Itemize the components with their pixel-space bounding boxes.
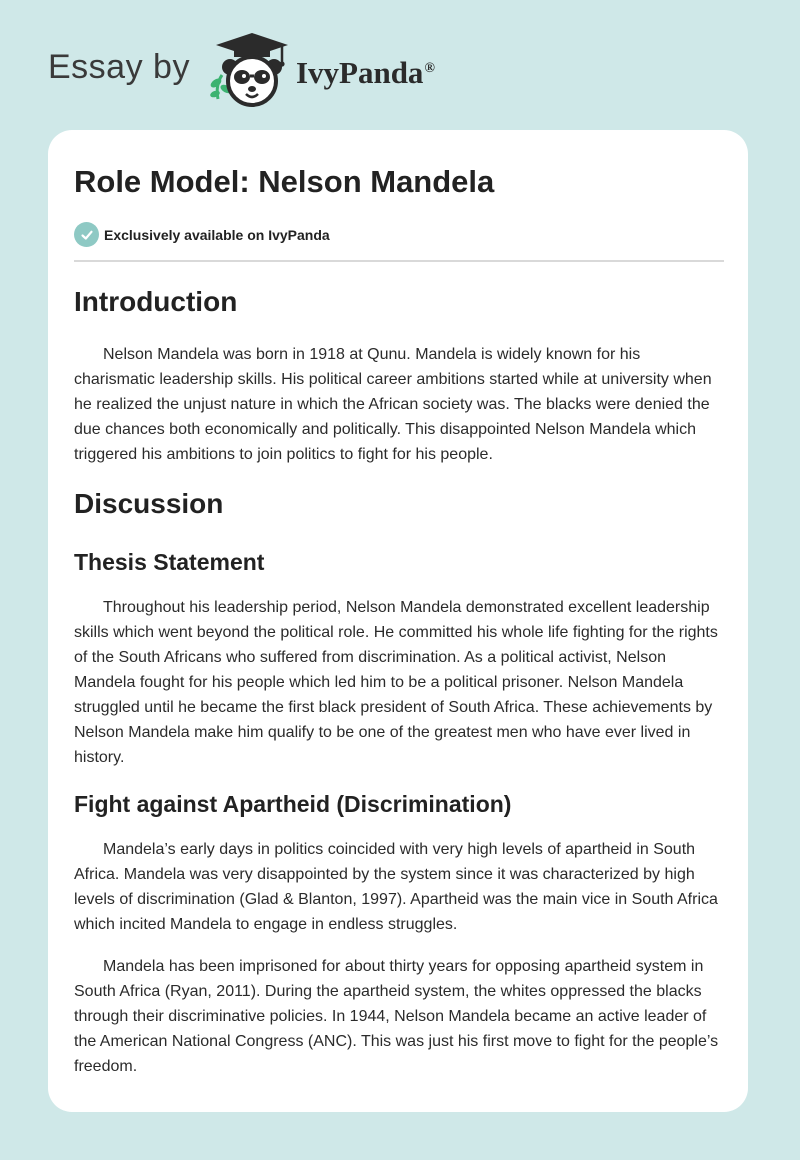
- heading-discussion: Discussion: [74, 488, 224, 519]
- heading-thesis-statement: Thesis Statement: [74, 549, 265, 575]
- brand-prefix: Essay by: [48, 47, 190, 86]
- registered-mark: ®: [424, 60, 435, 76]
- paragraph-introduction: Nelson Mandela was born in 1918 at Qunu. Mandela is widely known for his charismatic leadership skills. His political career ambitions started while at university when he realized the unjust nature in which the African society was. The blacks were denied the due chances both economically and politically. This disappointed Nelson Mandela which triggered his ambitions to join politics to fight for his people.: [74, 346, 712, 463]
- paragraph-apartheid-2: Mandela has been imprisoned for about thirty years for opposing apartheid system in South Africa (Ryan, 2011). During the apartheid system, the whites oppressed the blacks through their discriminative policies. In 1944, Nelson Mandela became an active leader of the American National Congress (ANC). This was just his first move to fight for the people’s freedom.: [74, 958, 719, 1075]
- brand-name-text: IvyPanda: [295, 55, 424, 90]
- badge-text: Exclusively available on IvyPanda: [104, 226, 330, 243]
- title-divider: [74, 260, 724, 262]
- heading-fight-against-apartheid: Fight against Apartheid (Discrimination): [74, 791, 512, 817]
- site-header: [48, 30, 435, 110]
- paragraph-thesis-statement: Throughout his leadership period, Nelson Mandela demonstrated excellent leadership skills which went beyond the political role. He committed his whole life fighting for the rights of the South Africans who suffered from discrimination. As a political activist, Nelson Mandela fought for his people which led him to be a political prisoner. Nelson Mandela struggled until he became the first black president of South Africa. These achievements by Nelson Mandela make him qualify to be one of the greatest men who have ever lived in history.: [74, 599, 718, 766]
- heading-introduction: Introduction: [74, 286, 238, 317]
- brand-name[interactable]: [296, 55, 435, 91]
- paragraph-apartheid-1: Mandela’s early days in politics coincided with very high levels of apartheid in South Africa. Mandela was very disappointed by the system since it was characterized by high levels of discrimination (Glad & Blanton, 1997). Apartheid was the main vice in South Africa which incited Mandela to engage in endless struggles.: [74, 841, 718, 933]
- exclusive-badge: [74, 222, 330, 247]
- essay-card: [48, 130, 748, 1112]
- page-title: Role Model: Nelson Mandela: [74, 164, 495, 199]
- check-circle-icon: [74, 222, 99, 247]
- checkmark-icon: [80, 228, 94, 242]
- panda-logo-icon[interactable]: [206, 31, 290, 109]
